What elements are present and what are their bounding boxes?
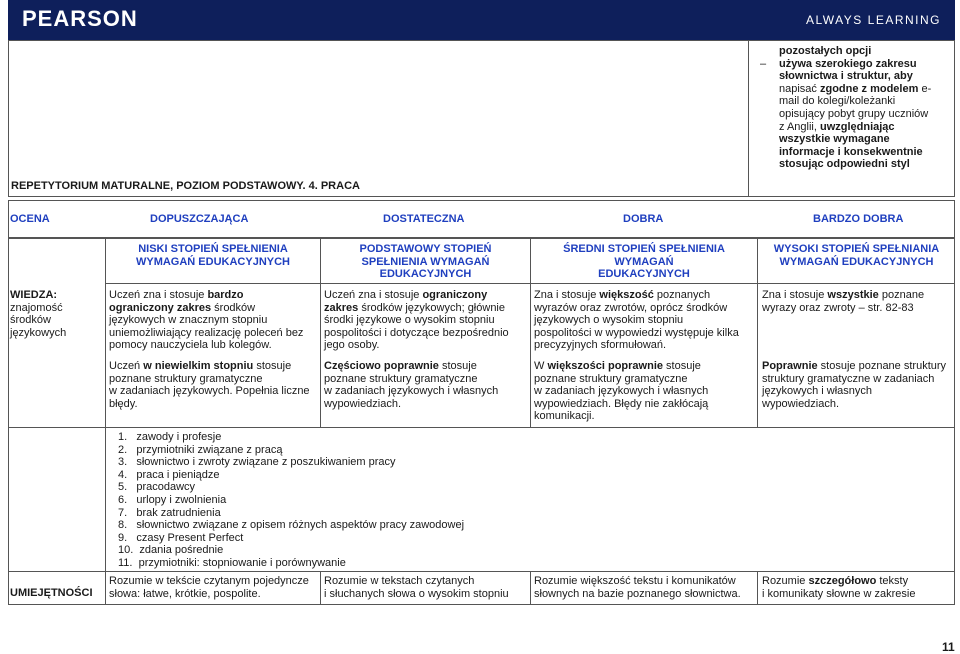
text-line: Częściowo poprawnie stosuje xyxy=(324,360,477,372)
section-title: REPETYTORIUM MATURALNE, POZIOM PODSTAWOWY. 4. PRACA xyxy=(11,180,360,192)
text-line: Rozumie szczegółowo teksty xyxy=(762,575,909,587)
text-line: wypowiedziach. xyxy=(324,397,402,410)
text-line: opisujący pobyt grupy uczniów xyxy=(779,107,929,120)
text-line: poznane struktury gramatyczne xyxy=(534,372,688,385)
umiejetnosci-dobra xyxy=(534,575,756,600)
grade-bardzo-dobra: BARDZO DOBRA xyxy=(813,213,904,225)
list-item: 10. zdania pośrednie xyxy=(118,544,224,557)
wiedza-r2-dopuszczajaca xyxy=(109,360,319,410)
list-item: 4. praca i pieniądze xyxy=(118,468,220,481)
text-line: pospolitości w wypowiedzi występuje kilka xyxy=(534,326,739,339)
text-line: NISKI STOPIEŃ SPEŁNIENIA xyxy=(138,243,288,255)
text-line: W większości poprawnie stosuje xyxy=(534,360,701,372)
umiejetnosci-dostateczna xyxy=(324,575,529,600)
list-item: 5. pracodawcy xyxy=(118,481,196,494)
level-basic xyxy=(321,243,530,281)
text-line: używa szerokiego zakresu xyxy=(779,57,917,70)
wiedza-r1-bardzo-dobra xyxy=(762,289,954,314)
text-line: poznane struktury gramatyczne xyxy=(109,372,263,385)
brand-tagline: ALWAYS LEARNING xyxy=(806,13,941,27)
text-line: WIEDZA: xyxy=(10,289,58,301)
grade-dopuszczajaca: DOPUSZCZAJĄCA xyxy=(150,213,249,225)
wiedza-r1-dostateczna xyxy=(324,289,529,352)
text-line: językowych w znacznym stopniu xyxy=(109,314,268,327)
text-line: mail do kolegi/koleżanki xyxy=(779,95,896,108)
text-line: jego osoby. xyxy=(324,339,380,352)
text-line: napisać zgodne z modelem e- xyxy=(779,82,932,95)
grade-ocena: OCENA xyxy=(10,213,50,225)
brand-logo: PEARSON xyxy=(22,6,138,31)
text-line: Uczeń w niewielkim stopniu stosuje xyxy=(109,360,292,372)
text-line: językowych xyxy=(10,326,67,339)
text-line: w zadaniach językowych i własnych xyxy=(324,385,499,398)
text-line: pomocy nauczyciela lub kolegów. xyxy=(109,339,272,352)
text-line: w zadaniach językowych. Popełnia liczne xyxy=(109,385,310,398)
text-line: w zadaniach językowych i własnych xyxy=(534,385,709,398)
list-item: 2. przymiotniki związane z pracą xyxy=(118,443,283,456)
level-low xyxy=(106,243,320,268)
text-line: zakres środków językowych; głównie xyxy=(324,301,505,314)
text-line: językowych o wysokim stopniu xyxy=(534,314,684,327)
top-dash: – xyxy=(760,58,767,70)
text-line: pospolitości i dotyczące bezpośrednio xyxy=(324,326,509,339)
text-line: znajomość xyxy=(10,301,63,314)
umiejetnosci-dopuszczajaca xyxy=(109,575,319,600)
text-line: struktury gramatyczne w zadaniach xyxy=(762,372,935,385)
text-line: WYMAGAŃ EDUKACYJNYCH xyxy=(779,255,934,268)
text-line: językowych i własnych xyxy=(762,385,873,398)
text-line: ŚREDNI STOPIEŃ SPEŁNIENIA xyxy=(563,243,725,255)
list-item: 7. brak zatrudnienia xyxy=(118,506,221,519)
wiedza-r1-dobra xyxy=(534,289,756,352)
grade-dostateczna: DOSTATECZNA xyxy=(383,213,465,225)
grade-dobra: DOBRA xyxy=(623,213,664,225)
text-line: uniemożliwiający realizację poleceń bez xyxy=(109,326,304,339)
text-line: słownych na bazie poznanego słownictwa. xyxy=(534,587,741,600)
text-line: wypowiedziach. Błędy nie zakłócają xyxy=(534,397,709,410)
text-line: błędy. xyxy=(109,397,138,410)
text-line: z Anglii, uwzględniając xyxy=(779,120,895,133)
text-line: precyzyjnych sformułowań. xyxy=(534,339,667,352)
top-box-text xyxy=(779,45,954,171)
level-medium xyxy=(531,243,757,281)
text-line: komunikacji. xyxy=(534,410,595,423)
text-line: pozostałych opcji xyxy=(779,45,872,57)
text-line: SPEŁNIENIA WYMAGAŃ xyxy=(361,255,490,268)
list-item: 3. słownictwo i zwroty związane z poszukiwaniem pracy xyxy=(118,456,396,469)
text-line: Rozumie w tekście czytanym pojedyncze xyxy=(109,575,309,587)
text-line: WYMAGAŃ xyxy=(614,255,674,268)
text-line: WYMAGAŃ EDUKACYJNYCH xyxy=(135,255,290,268)
text-line: wyrazów oraz zwrotów, oprócz środków xyxy=(534,301,728,314)
text-line: Uczeń zna i stosuje ograniczony xyxy=(324,289,488,301)
text-line: WYSOKI STOPIEŃ SPEŁNIANIA xyxy=(773,243,940,255)
wiedza-r2-dostateczna xyxy=(324,360,529,410)
text-line: poznane struktury gramatyczne xyxy=(324,372,478,385)
text-line: Zna i stosuje wszystkie poznane xyxy=(762,289,925,301)
text-line: i słuchanych słowa o wysokim stopniu xyxy=(324,587,509,600)
wiedza-r1-dopuszczajaca xyxy=(109,289,319,352)
text-line: Poprawnie stosuje poznane struktury xyxy=(762,360,947,372)
topic-list xyxy=(118,431,718,570)
text-line: słownictwa i struktur, aby xyxy=(779,70,913,83)
list-item: 9. czasy Present Perfect xyxy=(118,531,244,544)
text-line: stosując odpowiedni styl xyxy=(779,158,910,171)
list-item: 8. słownictwo związane z opisem różnych aspektów pracy zawodowej xyxy=(118,519,465,532)
text-line: Zna i stosuje większość poznanych xyxy=(534,289,711,301)
list-item: 11. przymiotniki: stopniowanie i porównywanie xyxy=(118,556,346,569)
text-line: i komunikaty słowne w zakresie xyxy=(762,587,916,600)
text-line: wszystkie wymagane xyxy=(779,133,890,146)
page-number: 11 xyxy=(942,640,955,654)
wiedza-label xyxy=(10,289,100,339)
list-item: 1. zawody i profesje xyxy=(118,431,222,443)
text-line: PODSTAWOWY STOPIEŃ xyxy=(359,243,492,255)
umiejetnosci-label: UMIEJĘTNOŚCI xyxy=(10,587,93,599)
text-line: wypowiedziach. xyxy=(762,397,840,410)
wiedza-r2-dobra xyxy=(534,360,756,423)
text-line: Rozumie w tekstach czytanych xyxy=(324,575,475,587)
text-line: wyrazy oraz zwroty – str. 82-83 xyxy=(762,301,914,314)
text-line: Rozumie większość tekstu i komunikatów xyxy=(534,575,736,587)
umiejetnosci-bardzo-dobra xyxy=(762,575,954,600)
level-high xyxy=(758,243,955,268)
text-line: EDUKACYJNYCH xyxy=(598,268,690,281)
text-line: środków xyxy=(10,314,51,327)
text-line: Uczeń zna i stosuje bardzo xyxy=(109,289,244,301)
text-line: słowa: łatwe, krótkie, pospolite. xyxy=(109,587,261,600)
list-item: 6. urlopy i zwolnienia xyxy=(118,493,227,506)
text-line: informacje i konsekwentnie xyxy=(779,145,923,158)
text-line: środki językowe o wysokim stopniu xyxy=(324,314,495,327)
wiedza-r2-bardzo-dobra xyxy=(762,360,954,410)
text-line: EDUKACYJNYCH xyxy=(379,268,472,281)
pearson-header xyxy=(8,0,955,40)
text-line: ograniczony zakres środków xyxy=(109,301,256,314)
